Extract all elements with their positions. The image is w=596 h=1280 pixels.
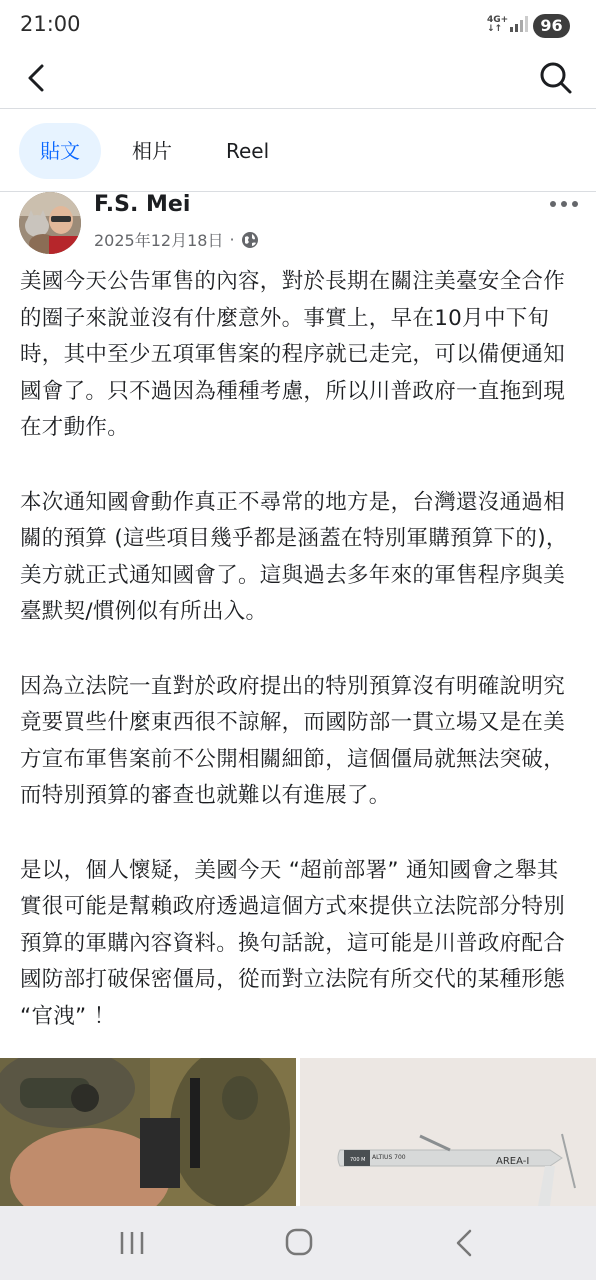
drone-model-text: ALTIUS 700	[372, 1154, 406, 1161]
post-paragraph-1: 美國今天公告軍售的內容，對於長期在關注美臺安全合作的圈子來說並沒有什麼意外。事實上，早在10月中下旬時，其中至少五項軍售案的程序就已走完，可以備便通知國會了。只不過因為種種考慮，所以川普政府一直拖到現在才動作。	[20, 269, 566, 440]
network-indicator	[487, 16, 508, 34]
post-meta	[94, 228, 259, 251]
tab-posts[interactable]: 貼文	[19, 123, 101, 179]
post-paragraph-3: 因為立法院一直對於政府提出的特別預算沒有明確說明究竟要買些什麼東西很不諒解，而國防部一貫立場又是在美方宣布軍售案前不公開相關細節，這個僵局就無法突破，而特別預算的審查也就難以有進展了。	[20, 673, 566, 808]
avatar-image	[19, 192, 81, 254]
signal-icon	[510, 16, 528, 32]
more-options-icon[interactable]	[548, 196, 580, 212]
system-back-icon[interactable]	[446, 1226, 486, 1260]
drone-photo	[300, 1058, 596, 1206]
drone-brand-text: AREA-I	[496, 1156, 530, 1167]
tab-reel[interactable]: Reel	[226, 139, 270, 163]
top-bar	[0, 50, 596, 109]
post-header	[0, 192, 596, 262]
post-media	[0, 1058, 596, 1206]
drone-badge-text: 700 M	[350, 1157, 366, 1163]
battery-indicator: 96	[533, 14, 570, 38]
post-paragraph-4: 是以，個人懷疑，美國今天 “超前部署” 通知國會之舉其實很可能是幫賴政府透過這個方式來提供立法院部分特別預算的軍購內容資料。換句話說，這可能是川普政府配合國防部打破保密僵局，從而對立法院有所交代的某種形態 “官洩” ！	[20, 857, 566, 1029]
recent-apps-icon[interactable]	[112, 1226, 152, 1260]
back-arrow-icon[interactable]	[20, 58, 56, 98]
status-time: 21:00	[20, 12, 81, 36]
network-arrows: ↓↑	[487, 24, 503, 34]
status-bar	[0, 0, 596, 50]
post-author[interactable]: F.S. Mei	[94, 192, 191, 217]
network-type: 4G+	[487, 15, 509, 25]
post-photo-drone[interactable]	[300, 1058, 596, 1206]
globe-icon	[241, 231, 259, 249]
post-date[interactable]: 2025年12月18日	[94, 231, 224, 250]
tab-photos[interactable]: 相片	[132, 139, 172, 163]
profile-tabs	[0, 109, 596, 192]
soldiers-photo	[0, 1058, 296, 1206]
avatar[interactable]	[19, 192, 81, 254]
meta-separator: ·	[229, 230, 235, 249]
post-paragraph-2: 本次通知國會動作真正不尋常的地方是，台灣還沒通過相關的預算 (這些項目幾乎都是涵蓋在特別軍購預算下的)，美方就正式通知國會了。這與過去多年來的軍售程序與美臺默契/慣例似有所出入。	[20, 489, 568, 624]
post-body	[20, 264, 580, 1073]
system-nav-bar	[0, 1206, 596, 1280]
home-icon[interactable]	[279, 1226, 319, 1260]
search-icon[interactable]	[536, 58, 576, 98]
post-photo-soldiers[interactable]	[0, 1058, 296, 1206]
